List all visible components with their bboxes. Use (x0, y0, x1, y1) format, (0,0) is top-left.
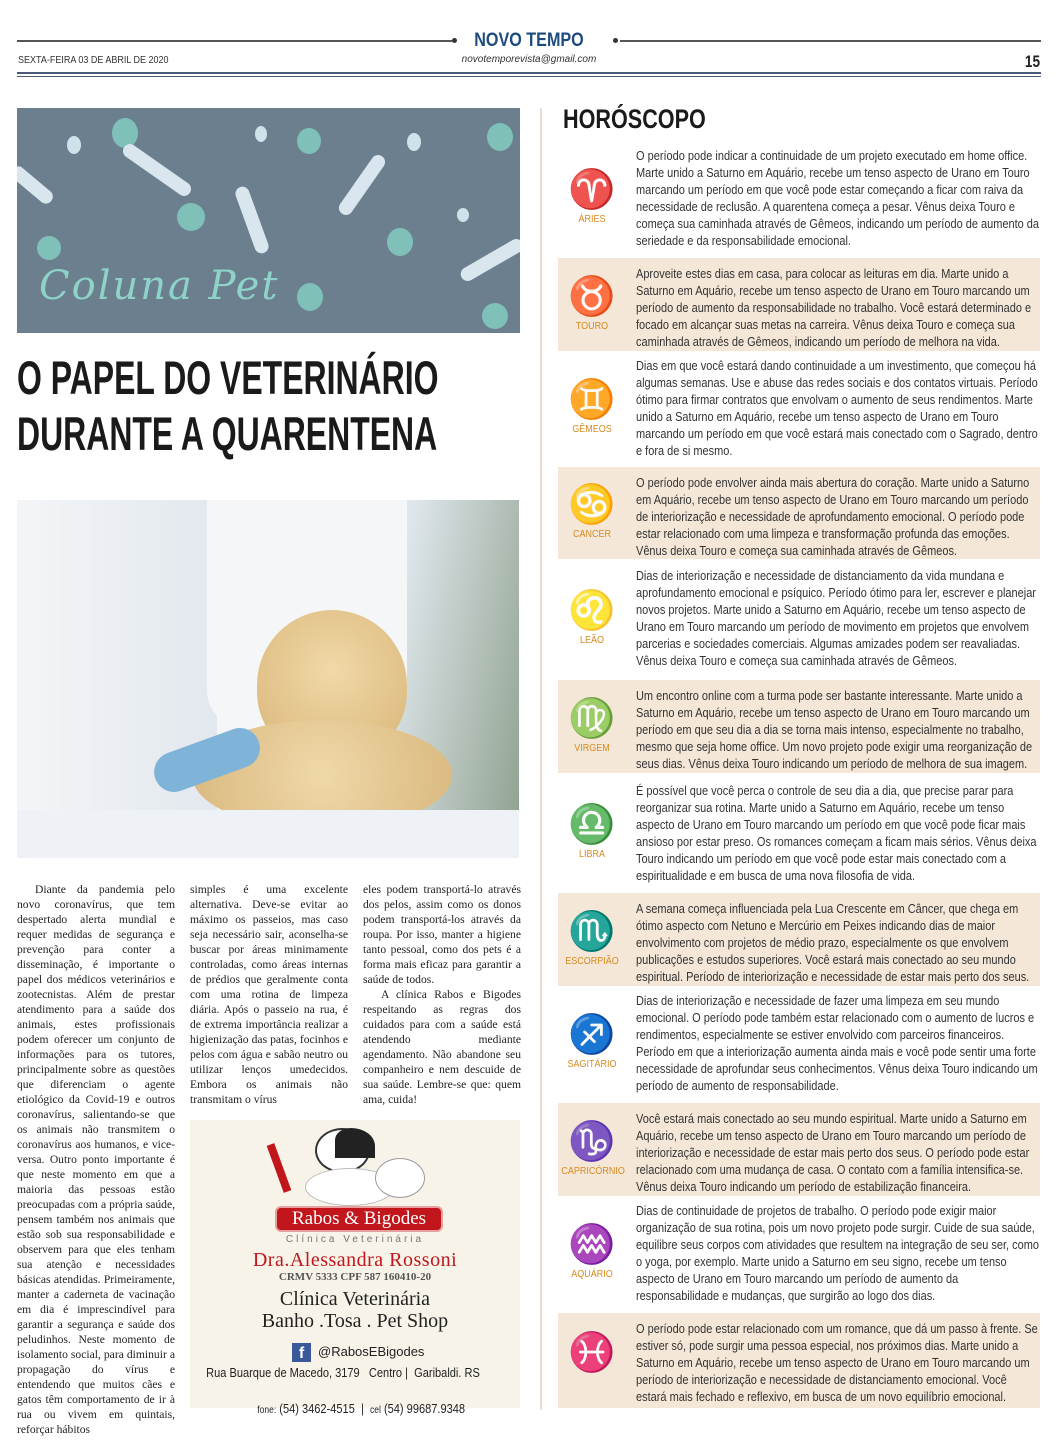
ad-doctor-name: Dra.Alessandra Rossoni (252, 1249, 458, 1271)
issue-date: SEXTA-FEIRA 03 DE ABRIL DE 2020 (18, 55, 169, 66)
ad-registry: CRMV 5333 CPF 587 160410-20 (278, 1271, 432, 1283)
article-column-2: simples é uma excelente alternativa. Deve-se evitar ao máximo os passeios, mas caso seja necessário sair, aconselha-se buscar por áreas minimamente controladas, como áreas internas de prédios que geralmente conta com uma rotina de limpeza diária. Após o passeio na rua, é de extrema importância realizar a higienização das patas, focinhos e pelos com água e sabão neutro ou utilizar lenços umedecidos. Embora os animais não transmitam o vírus (190, 883, 348, 1106)
sign-label: SAGITÁRIO (567, 1058, 617, 1070)
rabos-bigodes-advertisement (190, 1120, 520, 1416)
horoscope-sign-10 (558, 1103, 1040, 1196)
sign-forecast-text: Dias de interiorização e necessidade de distanciamento da vida mundana e aprofundamento emocional e psíquico. Período ótimo para ler, escrever e planejar novos projetos. Marte unido a Saturno em Aquário, recebe um tenso aspecto de Urano em Touro marcando um período de movimento em projetos que envolvem parcerias e sociedades comerciais. Algumas amizades podem ser reavaliadas. Vênus deixa Touro e começa sua caminhada através de Gêmeos. (636, 568, 1036, 668)
sign-forecast-text: Dias de continuidade de projetos de trabalho. O período pode exigir maior organização de sua rotina, pois um novo projeto pode surgir. Cuide de sua saúde, equilibre seus corpos com atividades que resultem na integração de seu ser, como o yoga, por exemplo. Marte unido a Saturno em seu signo, recebe um tenso aspecto de Urano em Touro marcando um período de aumento da responsabilidade e mudanças, que surgirão ao logo dos dias. (636, 1203, 1040, 1303)
article-column-3: eles podem transportá-lo através dos pelos, assim como os donos podem transportá-los através da roupa. Por isso, manter a higiene tanto pessoal, como dos pets é a forma mais eficaz para garantir a saúde de todos. A clínica Rabos e Bigodes respeitando as regras dos cuidados para com a saúde está atendendo mediante agendamento. Não abandone seu companheiro e nem descuide de sua saúde. Lembre-se que: quem ama, cuida! (363, 883, 521, 1106)
sign-label: ESCORPIÃO (565, 955, 619, 967)
sign-forecast-text: Dias de interiorização e necessidade de fazer uma limpeza em seu mundo emocional. O período pode também estar relacionado com o aumento de lucros e rendimentos, especialmente se estiver envolvido com parceiros financeiros. Período em que a interiorização aumenta ainda mais e você pode sentir uma forte necessidade de aprofundar seus conhecimentos. Vênus deixa Touro indicando um período de aumento de responsabilidade. (636, 993, 1038, 1093)
aries-icon: ♈ (568, 168, 616, 211)
sign-forecast-text: É possível que você perca o controle de seu dia a dia, que precise parar para reorganizar sua rotina. Marte unido a Saturno em Aquário, recebe um tenso aspecto de Urano em Touro marcando um período em que você pode ficar mais ansioso por estar preso. Os romances começam a ficam mais sérios. Vênus deixa Touro indicando um período em que você pode estar mais conectado com a espiritualidade e em busca de uma nova filosofia de vida. (636, 783, 1037, 883)
sign-label: AQUÁRIO (571, 1268, 613, 1280)
sign-forecast-text: A semana começa influenciada pela Lua Crescente em Câncer, que chega em ótimo aspecto com Netuno e Mercúrio em Peixes indicando dias de maior envolvimento com projetos de médio prazo, especialmente os que envolvem publicações e estudos superiores. Você estará mais conectado ao seu mundo espiritual. Período de interiorização e necessidade de estar mais perto dos seus. (636, 901, 1030, 984)
headline-line-1: O PAPEL DO VETERINÁRIO (17, 351, 439, 404)
header-double-rule (17, 76, 1041, 77)
libra-icon: ♎ (568, 803, 616, 846)
sign-forecast-text: Um encontro online com a turma pode ser bastante interessante. Marte unido a Saturno em Aquário, recebe um tenso aspecto de Urano em Touro marcando um período em que seu dia a dia se torna mais intenso, especialmente no trabalho, mesmo que seja home office. Um novo projeto pode exigir uma reorganização de seus dias. Vênus deixa Touro indicando um período de melhora de sua imagem. (636, 688, 1033, 771)
horoscope-sign-6 (558, 680, 1040, 773)
gemini-icon: ♊ (568, 378, 616, 421)
horoscope-sign-1 (558, 145, 1040, 250)
sign-forecast-text: O período pode envolver ainda mais abertura do coração. Marte unido a Saturno em Aquário, recebe um tenso aspecto de Urano em Touro marcando um período de interiorização e necessidade de aprofundamento emocional. O período pode estar relacionado com uma limpeza e transformação profunda das emoções. Vênus deixa Touro e começa sua caminhada através de Gêmeos. (636, 475, 1030, 558)
sign-forecast-text: Você estará mais conectado ao seu mundo espiritual. Marte unido a Saturno em Aquário, recebe um tenso aspecto de Urano em Touro marcando um período de interiorização e necessidade de estar mais perto dos seus. O período pode estar relacionado com uma mudança de casa. O contato com a família intensifica-se. Vênus deixa Touro indicando um período de estabilização financeira. (636, 1111, 1030, 1194)
ad-subtitle: Clínica Veterinária (285, 1234, 425, 1245)
page-number: 15 (1024, 52, 1041, 71)
horoscope-sign-5 (558, 565, 1040, 673)
horoscope-sign-3 (558, 355, 1040, 460)
horoscope-title: HORÓSCOPO (563, 104, 706, 134)
horoscope-sign-7 (558, 780, 1040, 885)
coluna-pet-banner (17, 108, 520, 333)
article-headline (17, 350, 507, 462)
sign-forecast-text: Aproveite estes dias em casa, para colocar as leituras em dia. Marte unido a Saturno em Aquário, recebe um tenso aspecto de Urano em Touro marcando um período de aumento da responsabilidade no trabalho. Você estará determinado e focado em alcançar suas metas na carreira. Vênus deixa Touro e começa sua caminhada através de Gêmeos, indicando um período de melhora na vida. (636, 266, 1032, 349)
sign-label: LIBRA (578, 848, 606, 860)
dog-and-cat-logo-illustration (275, 1128, 435, 1208)
sign-label: LEÃO (579, 635, 605, 646)
sign-forecast-text: Dias em que você estará dando continuidade a um investimento, que começou há algumas semanas. Use e abuse das redes sociais e dos contatos virtuais. Período ótimo para firmar contratos que envolvam o aumento de seus rendimentos. Marte unido a Saturno em Aquário, recebe um tenso aspecto de Urano em Touro marcando um período em que você estará mais conectado com o Sagrado, dentro e fora de si mesmo. (636, 358, 1038, 458)
ad-service-2: Banho .Tosa . Pet Shop (261, 1310, 449, 1332)
sign-label: ÁRIES (578, 213, 606, 225)
horoscope-sign-12 (558, 1313, 1040, 1408)
horoscope-sign-9 (558, 990, 1040, 1095)
ad-facebook-handle: @RabosEBigodes (318, 1344, 425, 1359)
cancer-icon: ♋ (568, 484, 616, 526)
column-divider (540, 108, 542, 1410)
headline-line-2: DURANTE A QUARENTENA (17, 407, 438, 460)
coluna-pet-logo: Coluna Pet (39, 263, 280, 309)
horoscope-sign-11 (558, 1200, 1040, 1305)
facebook-icon: f (292, 1343, 311, 1362)
sign-label: TOURO (575, 320, 609, 332)
newspaper-name: NOVO TEMPO (474, 30, 584, 51)
sign-label: GÊMEOS (572, 423, 612, 435)
header-double-rule (17, 72, 1041, 74)
ad-service-1: Clínica Veterinária (279, 1288, 431, 1310)
leo-icon: ♌ (568, 590, 616, 632)
horoscope-sign-2 (558, 258, 1040, 351)
ad-address: Rua Buarque de Macedo, 3179 Centro | Garibaldi. RS (206, 1365, 480, 1380)
sagittarius-icon: ♐ (568, 1013, 616, 1056)
header-rule-right (620, 40, 1041, 42)
ad-phones: fone: (54) 3462-4515 | cel (54) 99687.9348 (257, 1401, 466, 1416)
capricorn-icon: ♑ (568, 1120, 616, 1163)
header-dot (613, 38, 618, 43)
header-rule-left (17, 40, 452, 42)
horoscope-sign-4 (558, 467, 1040, 559)
article-column-1: Diante da pandemia pelo novo coronavírus, que tem despertado alerta mundial e requer medidas de segurança e prevenção para conter a disseminação, é importante o papel dos médicos veterinários e zootecnistas. Além de prestar atendimento para a saúde dos animais, estes profissionais podem oferecer um conjunto de informações para os tutores, principalmente sobre as questões que diferenciam o agente etiológico da Covid-19 e outros coronavírus, salientando-se que os animais não transmitem o coronavírus aos humanos, e vice-versa. Outro ponto importante é que neste momento em que a maioria das pessoas estão preocupadas com a própria saúde, pensem também nos animais que estão sob sua responsabilidade e observem para que eles tenham sua atenção e necessidades básicas atendidas. Primeiramente, manter a caderneta de vacinação em dia é imprescindível para garantir a segurança e saúde dos peludinhos. Neste momento de isolamento social, para diminuir a propagação do vírus e entendendo que muitos cães e gatos têm comportamento de ir à rua ou vivem em quintais, reforçar hábitos (17, 883, 175, 1436)
scorpio-icon: ♏ (568, 910, 616, 953)
sign-label: VIRGEM (574, 742, 610, 754)
ad-brand-name: Rabos & Bigodes (275, 1206, 443, 1232)
taurus-icon: ♉ (568, 275, 616, 318)
virgo-icon: ♍ (568, 697, 616, 740)
pisces-icon: ♓ (568, 1331, 616, 1374)
sign-label: CAPRICÓRNIO (561, 1165, 625, 1177)
contact-email: novotemporevista@gmail.com (461, 54, 597, 65)
horoscope-sign-8 (558, 893, 1040, 986)
aquarius-icon: ♒ (568, 1223, 616, 1266)
sign-forecast-text: O período pode indicar a continuidade de um projeto executado em home office. Marte unido a Saturno em Aquário, recebe um tenso aspecto de Urano em Touro marcando um período em que você pode estar começando a ficar com raiva da necessidade de reclusão. A quarentena começa a pesar. Vênus deixa Touro e começa sua caminhada através de Gêmeos, indicando um período de aumento da seriedade e da responsabilidade emocional. (636, 148, 1040, 248)
sign-forecast-text: O período pode estar relacionado com um romance, que dá um passo à frente. Se estiver só, pode surgir uma pessoa especial, nos próximos dias. Marte unido a Saturno em Aquário, recebe um tenso aspecto de Urano em Touro marcando um período de interiorização e necessidade de distanciamento emocional. Você estará mais fechado e reflexivo, em busca de um novo equilíbrio emocional. (636, 1321, 1038, 1404)
sign-label: CANCER (572, 529, 611, 540)
veterinarian-with-puppy-photo (17, 500, 519, 858)
